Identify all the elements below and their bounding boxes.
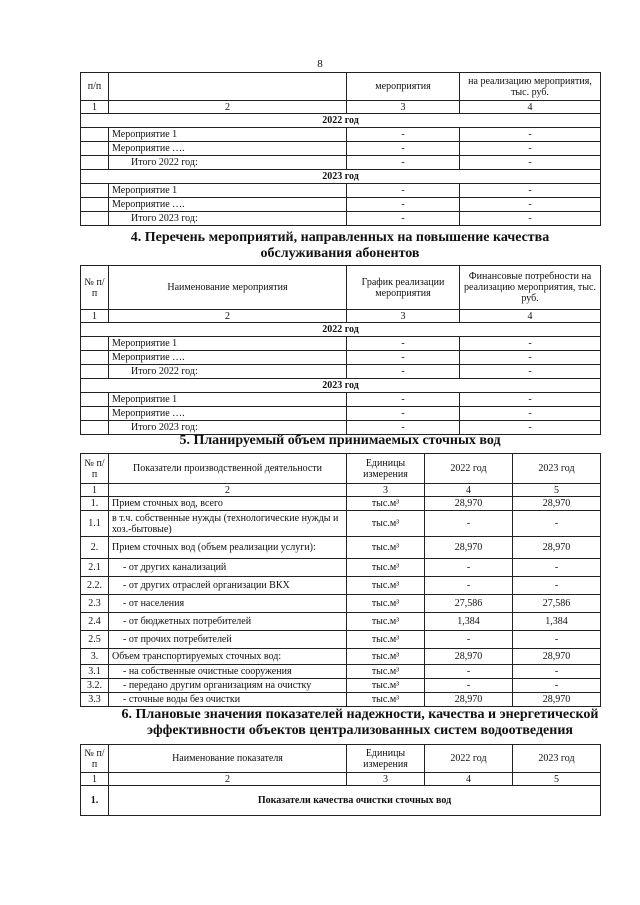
row-label: - от населения bbox=[109, 595, 347, 613]
event-name: Мероприятие …. bbox=[109, 351, 347, 365]
total-label: Итого 2023 год: bbox=[109, 212, 347, 226]
row-label: - от бюджетных потребителей bbox=[109, 613, 347, 631]
cell: - bbox=[347, 184, 460, 198]
col-num: 4 bbox=[460, 101, 601, 114]
row-value-2022: 28,970 bbox=[425, 497, 513, 511]
cell: - bbox=[460, 337, 601, 351]
row-value-2023: - bbox=[513, 631, 601, 649]
header-unit: Единицы измерения bbox=[347, 454, 425, 484]
row-value-2022: - bbox=[425, 577, 513, 595]
table-row bbox=[81, 537, 601, 559]
header-indicator: Показатели производственной деятельности bbox=[109, 454, 347, 484]
row-value-2022: - bbox=[425, 511, 513, 537]
table-row bbox=[81, 665, 601, 679]
table-row bbox=[81, 595, 601, 613]
col-num: 1 bbox=[81, 101, 109, 114]
row-value-2022: 27,586 bbox=[425, 595, 513, 613]
col-num: 3 bbox=[347, 484, 425, 497]
table-row bbox=[81, 511, 601, 537]
row-value-2023: - bbox=[513, 665, 601, 679]
header-indicator: Наименование показателя bbox=[109, 745, 347, 773]
cell: - bbox=[460, 365, 601, 379]
row-value-2022: 28,970 bbox=[425, 693, 513, 707]
row-number: 3. bbox=[81, 649, 109, 665]
header-finance: Финансовые потребности на реализацию мероприятия, тыс. руб. bbox=[460, 266, 601, 310]
table-row bbox=[81, 559, 601, 577]
header-2023: 2023 год bbox=[513, 745, 601, 773]
section-6-title bbox=[100, 707, 620, 739]
row-value-2022: - bbox=[425, 559, 513, 577]
row-value-2023: 28,970 bbox=[513, 693, 601, 707]
row-number: 2.5 bbox=[81, 631, 109, 649]
section-5-title: 5. Планируемый объем принимаемых сточных вод bbox=[179, 433, 501, 448]
header-schedule: мероприятия bbox=[347, 73, 460, 101]
cell: - bbox=[460, 351, 601, 365]
section-6-title-line1: 6. Плановые значения показателей надежности, качества и энергетической bbox=[121, 707, 599, 722]
col-num: 2 bbox=[109, 484, 347, 497]
col-num: 2 bbox=[109, 310, 347, 323]
col-num: 1 bbox=[81, 484, 109, 497]
year-row: 2022 год bbox=[81, 114, 601, 128]
total-label: Итого 2022 год: bbox=[109, 365, 347, 379]
col-num: 3 bbox=[347, 310, 460, 323]
col-num: 2 bbox=[109, 101, 347, 114]
row-number: 2.1 bbox=[81, 559, 109, 577]
cell: - bbox=[347, 351, 460, 365]
row-value-2022: 28,970 bbox=[425, 649, 513, 665]
col-num: 4 bbox=[460, 310, 601, 323]
header-unit: Единицы измерения bbox=[347, 745, 425, 773]
row-unit: тыс.м³ bbox=[347, 649, 425, 665]
section-4-title-line2: обслуживания абонентов bbox=[260, 246, 420, 261]
header-2023: 2023 год bbox=[513, 454, 601, 484]
year-row: 2023 год bbox=[81, 379, 601, 393]
event-name: Мероприятие …. bbox=[109, 142, 347, 156]
event-name: Мероприятие …. bbox=[109, 198, 347, 212]
year-row: 2022 год bbox=[81, 323, 601, 337]
row-number: 3.2. bbox=[81, 679, 109, 693]
cell: - bbox=[460, 184, 601, 198]
header-name: Наименование мероприятия bbox=[109, 266, 347, 310]
row-number: 2.2. bbox=[81, 577, 109, 595]
table-row bbox=[81, 693, 601, 707]
table-row bbox=[81, 497, 601, 511]
cell: - bbox=[460, 407, 601, 421]
col-num: 4 bbox=[425, 484, 513, 497]
cell: - bbox=[347, 393, 460, 407]
service-quality-events-table bbox=[80, 265, 601, 435]
row-unit: тыс.м³ bbox=[347, 665, 425, 679]
section-6-title-line2: эффективности объектов централизованных систем водоотведения bbox=[147, 723, 573, 738]
row-value-2023: - bbox=[513, 559, 601, 577]
cell: - bbox=[347, 407, 460, 421]
row-value-2023: - bbox=[513, 577, 601, 595]
cell: - bbox=[460, 393, 601, 407]
row-label: Прием сточных вод, всего bbox=[109, 497, 347, 511]
event-name: Мероприятие …. bbox=[109, 407, 347, 421]
section-4-title-line1: 4. Перечень мероприятий, направленных на повышение качества bbox=[130, 230, 550, 245]
table-row bbox=[81, 577, 601, 595]
row-label: - от прочих потребителей bbox=[109, 631, 347, 649]
header-2022: 2022 год bbox=[425, 454, 513, 484]
col-num: 4 bbox=[425, 773, 513, 786]
row-value-2023: - bbox=[513, 511, 601, 537]
row-number: 3.1 bbox=[81, 665, 109, 679]
cell: - bbox=[460, 142, 601, 156]
table-row bbox=[81, 649, 601, 665]
cell: - bbox=[347, 198, 460, 212]
year-row: 2023 год bbox=[81, 170, 601, 184]
header-name bbox=[109, 73, 347, 101]
cell: - bbox=[347, 365, 460, 379]
row-label: - передано другим организациям на очистку bbox=[109, 679, 347, 693]
row-unit: тыс.м³ bbox=[347, 693, 425, 707]
header-number: № п/п bbox=[81, 745, 109, 773]
cell: - bbox=[347, 128, 460, 142]
row-value-2023: - bbox=[513, 679, 601, 693]
cell: - bbox=[347, 337, 460, 351]
row-unit: тыс.м³ bbox=[347, 511, 425, 537]
col-num: 1 bbox=[81, 773, 109, 786]
cell: - bbox=[460, 212, 601, 226]
header-number: № п/п bbox=[81, 266, 109, 310]
row-label: Прием сточных вод (объем реализации услуги): bbox=[109, 537, 347, 559]
col-num: 5 bbox=[513, 773, 601, 786]
row-number: 2.4 bbox=[81, 613, 109, 631]
row-label: Объем транспортируемых сточных вод: bbox=[109, 649, 347, 665]
row-value-2022: - bbox=[425, 679, 513, 693]
row-unit: тыс.м³ bbox=[347, 497, 425, 511]
event-name: Мероприятие 1 bbox=[109, 393, 347, 407]
row-value-2023: 1,384 bbox=[513, 613, 601, 631]
cell: - bbox=[347, 212, 460, 226]
table-row bbox=[81, 679, 601, 693]
row-unit: тыс.м³ bbox=[347, 613, 425, 631]
row-unit: тыс.м³ bbox=[347, 559, 425, 577]
col-num: 2 bbox=[109, 773, 347, 786]
row-value-2022: - bbox=[425, 665, 513, 679]
group-label: Показатели качества очистки сточных вод bbox=[109, 786, 601, 816]
reliability-indicators-table bbox=[80, 744, 601, 816]
row-number: 2.3 bbox=[81, 595, 109, 613]
row-label: - на собственные очистные сооружения bbox=[109, 665, 347, 679]
col-num: 1 bbox=[81, 310, 109, 323]
header-number: п/п bbox=[81, 73, 109, 101]
event-name: Мероприятие 1 bbox=[109, 337, 347, 351]
table-row bbox=[81, 631, 601, 649]
cell: - bbox=[460, 156, 601, 170]
cell: - bbox=[460, 128, 601, 142]
row-unit: тыс.м³ bbox=[347, 679, 425, 693]
row-value-2023: 27,586 bbox=[513, 595, 601, 613]
row-value-2022: 1,384 bbox=[425, 613, 513, 631]
cell: - bbox=[347, 421, 460, 435]
row-number: 1. bbox=[81, 497, 109, 511]
col-num: 3 bbox=[347, 773, 425, 786]
row-unit: тыс.м³ bbox=[347, 595, 425, 613]
total-label: Итого 2022 год: bbox=[109, 156, 347, 170]
row-value-2022: - bbox=[425, 631, 513, 649]
header-number: № п/п bbox=[81, 454, 109, 484]
row-value-2023: 28,970 bbox=[513, 537, 601, 559]
row-unit: тыс.м³ bbox=[347, 537, 425, 559]
header-schedule: График реализации мероприятия bbox=[347, 266, 460, 310]
event-name: Мероприятие 1 bbox=[109, 128, 347, 142]
total-label: Итого 2023 год: bbox=[109, 421, 347, 435]
header-finance: на реализацию мероприятия, тыс. руб. bbox=[460, 73, 601, 101]
row-unit: тыс.м³ bbox=[347, 631, 425, 649]
header-2022: 2022 год bbox=[425, 745, 513, 773]
col-num: 3 bbox=[347, 101, 460, 114]
col-num: 5 bbox=[513, 484, 601, 497]
row-value-2022: 28,970 bbox=[425, 537, 513, 559]
row-label: - сточные воды без очистки bbox=[109, 693, 347, 707]
event-name: Мероприятие 1 bbox=[109, 184, 347, 198]
row-label: - от других отраслей организации ВКХ bbox=[109, 577, 347, 595]
row-unit: тыс.м³ bbox=[347, 577, 425, 595]
page-number: 8 bbox=[317, 58, 323, 70]
cell: - bbox=[460, 421, 601, 435]
row-label: в т.ч. собственные нужды (технологические нужды и хоз.-бытовые) bbox=[109, 511, 347, 537]
wastewater-volume-table bbox=[80, 453, 601, 707]
cell: - bbox=[460, 198, 601, 212]
row-number: 1.1 bbox=[81, 511, 109, 537]
row-number: 3.3 bbox=[81, 693, 109, 707]
row-value-2023: 28,970 bbox=[513, 649, 601, 665]
section-4-title bbox=[80, 230, 600, 262]
events-table-continued bbox=[80, 72, 601, 226]
row-number: 2. bbox=[81, 537, 109, 559]
row-value-2023: 28,970 bbox=[513, 497, 601, 511]
row-label: - от других канализаций bbox=[109, 559, 347, 577]
table-row bbox=[81, 613, 601, 631]
cell: - bbox=[347, 142, 460, 156]
cell: - bbox=[347, 156, 460, 170]
row-number: 1. bbox=[81, 786, 109, 816]
